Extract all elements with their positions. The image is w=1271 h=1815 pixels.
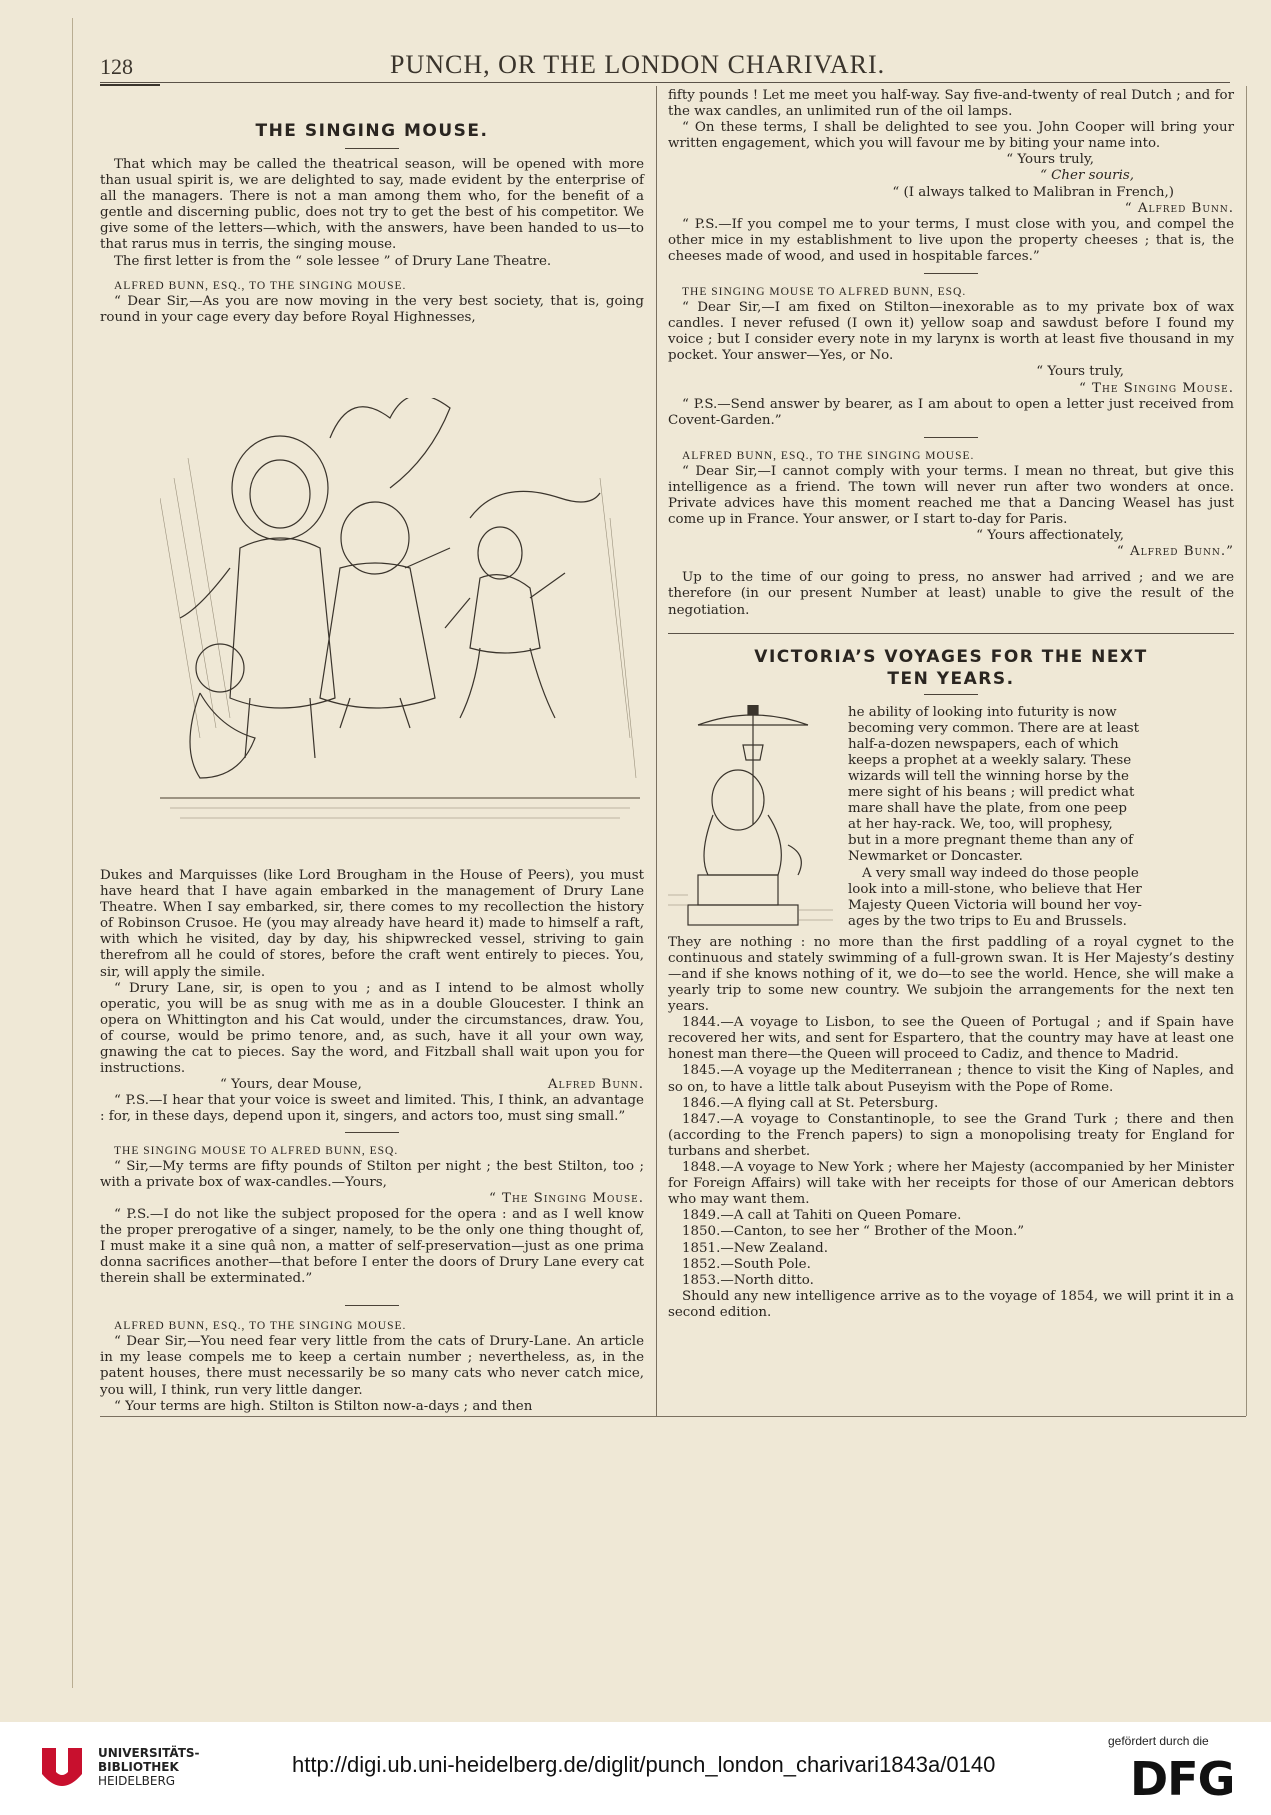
source-url-link[interactable]: http://digi.ub.uni-heidelberg.de/diglit/punch_london_charivari1843a/0140 (292, 1752, 996, 1777)
letter-heading: ALFRED BUNN, ESQ., TO THE SINGING MOUSE. (682, 449, 975, 462)
text-line: ages by the two trips to Eu and Brussels. (848, 913, 1127, 929)
letter-paragraph: “ Dear Sir,—As you are now moving in the very best society, that is, going round in your cage every day before Royal Highnesses, (100, 293, 644, 325)
right-border (1246, 86, 1247, 1416)
illustration-art (160, 398, 640, 858)
letter-paragraph: “ Dear Sir,—I cannot comply with your terms. I mean no threat, but give this intelligence as a friend. The town will never run after two wonders at once. Private advices have this moment reached me that a Dancing Weasel has just come up in France. Your answer, or I start to-day for Paris. (668, 463, 1234, 528)
voyage-entry: 1847.—A voyage to Constantinople, to see the Grand Turk ; there and then (according to the French papers) to sign a monopolising treaty for England for turbans and sherbet. (668, 1111, 1234, 1159)
text-line: he ability of looking into futurity is now (848, 704, 1117, 720)
rule (924, 694, 978, 695)
text-line: Majesty Queen Victoria will bound her voy- (848, 897, 1142, 913)
closing-aside: “ Cher souris, (1040, 168, 1134, 184)
rule (345, 148, 399, 149)
letter-paragraph: “ Your terms are high. Stilton is Stilton now-a-days ; and then (114, 1398, 533, 1414)
headline-victoria: VICTORIA’S VOYAGES FOR THE NEXT (754, 646, 1148, 667)
header-rule-accent (100, 84, 160, 86)
letter-paragraph: “ On these terms, I shall be delighted to see you. John Cooper will bring your written engagement, which you will favour me by biting your name into. (668, 120, 1234, 152)
running-title: PUNCH, OR THE LONDON CHARIVARI. (390, 50, 886, 79)
text-line: wizards will tell the winning horse by the (848, 769, 1129, 784)
text-line: becoming very common. There are at least (848, 720, 1140, 736)
library-line: UNIVERSITÄTS- (98, 1746, 200, 1760)
voyage-entry: 1851.—New Zealand. (682, 1240, 829, 1256)
signature: “ The Singing Mouse. (488, 1190, 644, 1206)
rule (345, 1132, 399, 1133)
final-paragraph: Should any new intelligence arrive as to the voyage of 1854, we will print it in a second edition. (668, 1288, 1234, 1320)
dropcap-section (668, 705, 1234, 935)
victoria-illustration (668, 705, 848, 935)
header-rule (100, 82, 1230, 83)
voyage-entry: 1849.—A call at Tahiti on Queen Pomare. (682, 1208, 962, 1224)
letter-heading: ALFRED BUNN, ESQ., TO THE SINGING MOUSE. (114, 1320, 407, 1333)
rule (345, 1305, 399, 1306)
letter-paragraph: Dukes and Marquisses (like Lord Brougham in the House of Peers), you must have heard that I have again embarked in the management of Drury Lane Theatre. When I say embarked, sir, there comes to my recollection the history of Robinson Crusoe. He (you may already have heard it) made to himself a raft, with which he visited, day by day, his shipwrecked vessel, striving to gain therefrom all he could of stores, before the craft went entirely to pieces. You, sir, will apply the simile. (100, 868, 644, 980)
section-rule (668, 633, 1234, 634)
closing: “ Yours, dear Mouse, (220, 1077, 362, 1093)
letter-paragraph: “ Dear Sir,—You need fear very little from the cats of Drury-Lane. An article in my lease compels me to keep a certain number ; nevertheless, as, in the patent houses, there must necessarily be so many cats who never catch mice, you will, I think, run very little danger. (100, 1334, 644, 1398)
queen-umbrella-art (668, 705, 838, 930)
text-line: keeps a prophet at a weekly salary. These (848, 752, 1132, 768)
closing: “ Yours truly, (1006, 152, 1094, 168)
page-header (100, 48, 1230, 78)
university-library-logo-icon (36, 1742, 88, 1796)
continued-paragraph: fifty pounds ! Let me meet you half-way. Say five-and-twenty of real Dutch ; and for the wax candles, an unlimited run of the oil lamps. (668, 88, 1234, 120)
letter-paragraph: “ Dear Sir,—I am fixed on Stilton—inexorable as to my private box of wax candles. I never refused (I own it) yellow soap and sawdust before I found my voice ; but I consider every note in my larynx is worth at least five thousand in my pocket. Your answer—Yes, or No. (668, 300, 1234, 364)
headline-singing-mouse: THE SINGING MOUSE. (255, 121, 489, 141)
rule (924, 437, 978, 438)
text-line: half-a-dozen newspapers, each of which (848, 736, 1119, 752)
column-divider (656, 86, 657, 1416)
text-line: mare shall have the plate, from one peep (848, 801, 1127, 817)
page-number: 128 (100, 54, 133, 79)
voyage-entry: 1850.—Canton, to see her “ Brother of the Moon.” (682, 1224, 1025, 1240)
closing: “ Yours affectionately, (976, 528, 1124, 544)
postscript: “ P.S.—I hear that your voice is sweet and limited. This, I think, an advantage : for, in these days, depend upon it, singers, and actors too, must sing small.” (100, 1093, 644, 1125)
letter-heading: THE SINGING MOUSE TO ALFRED BUNN, ESQ. (114, 1144, 399, 1157)
voyage-entry: 1845.—A voyage up the Mediterranean ; thence to visit the King of Naples, and so on, to have a little talk about Puseyism with the Pope of Rome. (668, 1063, 1234, 1095)
dfg-logo: DFG (1130, 1752, 1235, 1806)
letter-paragraph: “ Drury Lane, sir, is open to you ; and as I intend to be almost wholly operatic, you will be as snug with me as in a double Gloucester. I think an opera on Whittington and his Cat would, under the circumstances, draw. You, of course, would be primo tenore, and, as such, have it all your own way, gnawing the cat to pieces. Say the word, and Fitzball shall wait upon you for instructions. (100, 980, 644, 1077)
text-line: Newmarket or Doncaster. (848, 849, 1023, 865)
intro-paragraph: That which may be called the theatrical season, will be opened with more than usual spirit is, we are delighted to say, made evident by the enterprise of all the managers. There is not a man among them who, for the benefit of a gentle and discerning public, does not try to get the best of his competitor. We give some of the letters—which, with the answers, have been handed to us—to that rarus mus in terris, the singing mouse. (100, 157, 644, 253)
library-name (98, 1746, 200, 1788)
voyage-entry: 1848.—A voyage to New York ; where her Majesty (accompanied by her Minister for Foreign Affairs) will take with her receipts for those of our American debtors who may want them. (668, 1160, 1234, 1208)
text-line: A very small way indeed do those people (862, 865, 1139, 881)
text-line: but in a more pregnant theme than any of (848, 833, 1134, 849)
singing-mouse-illustration (160, 398, 640, 858)
text-line: mere sight of his beans ; will predict what (848, 785, 1135, 801)
signature-row (100, 1077, 644, 1093)
closing-paragraph: Up to the time of our going to press, no answer had arrived ; and we are therefore (in our present Number at least) unable to give the result of the negotiation. (668, 570, 1234, 618)
signature: Alfred Bunn. (547, 1077, 644, 1093)
signature: “ Alfred Bunn.” (1116, 544, 1234, 560)
paragraph: They are nothing : no more than the first paddling of a royal cygnet to the continuous and stately swimming of a full-grown swan. It is Her Majesty’s destiny—and if she knows nothing of it, we do—to see the world. Hence, she will make a yearly trip to some new country. We subjoin the arrangements for the next ten years. (668, 934, 1234, 1015)
left-column-top (100, 120, 644, 326)
letter-heading: THE SINGING MOUSE TO ALFRED BUNN, ESQ. (682, 286, 967, 299)
postscript: “ P.S.—If you compel me to your terms, I must close with you, and compel the other mice in my establishment to live upon the property cheeses ; that is, the cheeses made of wood, and used in hospitable farces.” (668, 216, 1234, 264)
voyage-entry: 1846.—A flying call at St. Petersburg. (682, 1095, 939, 1111)
funded-by-label: gefördert durch die (1108, 1734, 1209, 1748)
postscript: “ P.S.—I do not like the subject proposed for the opera : and as I well know the proper prerogative of a singer, namely, to be the only one thing thought of, I must make it a sine quâ non, a matter of self-preservation—just as one prima donna sacrifices another—that before I enter the doors of Drury Lane every cat therein shall be exterminated.” (100, 1206, 644, 1287)
dropcap-text (848, 705, 1234, 935)
library-line: HEIDELBERG (98, 1774, 176, 1788)
signature: “ Alfred Bunn. (1124, 200, 1234, 216)
headline-victoria-2: TEN YEARS. (887, 668, 1015, 689)
letter-paragraph: “ Sir,—My terms are fifty pounds of Stilton per night ; the best Stilton, too ; with a private box of wax-candles.—Yours, (100, 1158, 644, 1190)
right-column (668, 88, 1234, 1321)
letter-heading: ALFRED BUNN, ESQ., TO THE SINGING MOUSE. (114, 279, 407, 292)
voyage-entry: 1844.—A voyage to Lisbon, to see the Queen of Portugal ; and if Spain have recovered her wits, and sent for Espartero, that the country may have at least one honest man there—the Queen will proceed to Cadiz, and thence to Madrid. (668, 1015, 1234, 1063)
text-line: at her hay-rack. We, too, will prophesy, (848, 817, 1113, 833)
voyage-entry: 1852.—South Pole. (682, 1256, 811, 1272)
signature: “ The Singing Mouse. (1078, 380, 1234, 396)
text-line: look into a mill-stone, who believe that Her (848, 881, 1142, 897)
left-column-bottom (100, 868, 644, 1415)
library-line: BIBLIOTHEK (98, 1760, 179, 1774)
intro-paragraph: The first letter is from the “ sole lessee ” of Drury Lane Theatre. (114, 253, 552, 269)
closing: “ Yours truly, (1036, 364, 1124, 380)
voyage-entry: 1853.—North ditto. (682, 1272, 814, 1288)
digitization-footer (0, 1722, 1271, 1815)
bottom-rule (100, 1416, 1246, 1417)
postscript: “ P.S.—Send answer by bearer, as I am about to open a letter just received from Covent-Garden.” (668, 396, 1234, 428)
rule (924, 273, 978, 274)
closing-aside: “ (I always talked to Malibran in French,) (892, 184, 1174, 200)
